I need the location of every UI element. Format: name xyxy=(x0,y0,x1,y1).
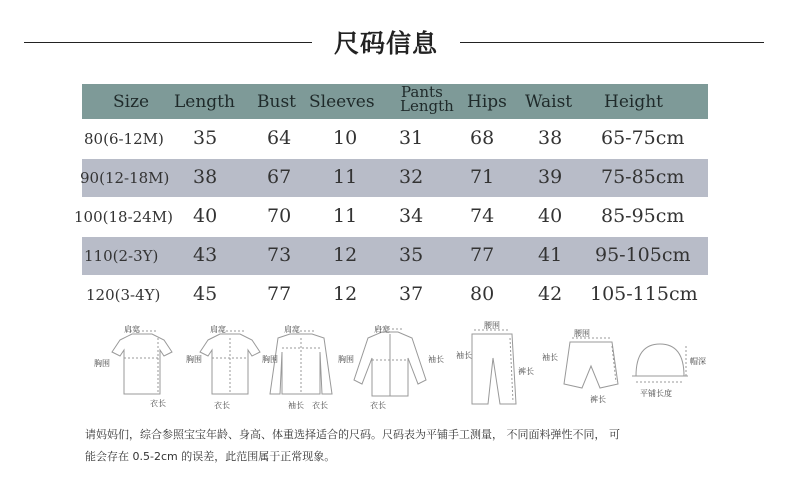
header-sleeves: Sleeves xyxy=(309,92,375,112)
cell-length: 38 xyxy=(193,166,218,188)
cell-pants: 32 xyxy=(399,166,424,188)
tshirt-outline xyxy=(112,334,172,394)
note-line-1: 请妈妈们，综合参照宝宝年龄、身高、体重选择适合的尺码。尺码表为平铺手工测量， 不同面料弹性不同， 可 xyxy=(85,428,620,441)
cell-waist: 42 xyxy=(538,283,563,305)
cell-size: 110(2-3Y) xyxy=(84,247,159,265)
cell-bust: 67 xyxy=(267,166,292,188)
label-shoulder: 肩宽 xyxy=(124,325,140,334)
cell-size: 100(18-24M) xyxy=(74,208,173,226)
measurement-diagrams xyxy=(94,318,720,418)
cell-pants: 31 xyxy=(399,127,424,149)
cell-hips: 71 xyxy=(470,166,495,188)
cell-height: 75-85cm xyxy=(601,166,685,188)
label-shoulder: 肩宽 xyxy=(374,325,390,334)
header-size: Size xyxy=(113,92,150,112)
page-title: 尺码信息 xyxy=(333,29,438,58)
size-table xyxy=(74,83,708,314)
label-chest: 胸围 xyxy=(338,355,354,364)
cell-waist: 41 xyxy=(538,244,563,266)
label-sleeve: 袖长 xyxy=(542,353,558,362)
title-divider-right xyxy=(460,42,764,43)
header-waist: Waist xyxy=(525,92,573,112)
label-chest: 胸围 xyxy=(262,355,278,364)
label-length: 衣长 xyxy=(370,401,386,410)
cell-length: 43 xyxy=(193,244,218,266)
cell-height: 95-105cm xyxy=(595,244,691,266)
cell-length: 40 xyxy=(193,205,218,227)
cell-waist: 38 xyxy=(538,127,563,149)
cell-sleeves: 10 xyxy=(333,127,358,149)
label-length: 衣长 xyxy=(150,399,166,408)
table-row xyxy=(82,120,708,158)
label-length: 衣长 xyxy=(312,401,328,410)
label-pants-length: 裤长 xyxy=(518,367,534,376)
cell-hips: 74 xyxy=(470,205,495,227)
label-sleeve: 袖长 xyxy=(288,401,304,410)
cell-bust: 73 xyxy=(267,244,292,266)
label-chest: 胸围 xyxy=(186,355,202,364)
hat-outline xyxy=(636,344,684,376)
shorts-outline xyxy=(564,342,618,388)
cell-pants: 37 xyxy=(399,283,424,305)
label-flat-width: 平铺长度 xyxy=(640,389,672,398)
cell-bust: 70 xyxy=(267,205,292,227)
cell-sleeves: 12 xyxy=(333,244,358,266)
cell-length: 35 xyxy=(193,127,218,149)
garment-illustrations xyxy=(100,318,720,418)
header-pants-line1: Pants xyxy=(401,83,443,101)
label-waist: 腰围 xyxy=(484,321,500,330)
cell-size: 80(6-12M) xyxy=(84,130,164,148)
cell-hips: 77 xyxy=(470,244,495,266)
title-divider-left xyxy=(24,42,312,43)
table-row xyxy=(82,237,708,275)
cell-bust: 77 xyxy=(267,283,292,305)
header-bust: Bust xyxy=(257,92,296,112)
cell-length: 45 xyxy=(193,283,218,305)
cell-hips: 68 xyxy=(470,127,495,149)
cell-sleeves: 11 xyxy=(333,166,358,188)
header-pants-line2: Length xyxy=(400,97,454,115)
pants-outline xyxy=(472,334,516,404)
header-length: Length xyxy=(174,92,235,112)
header-height: Height xyxy=(604,92,663,112)
cell-size: 90(12-18M) xyxy=(80,169,170,187)
cell-height: 65-75cm xyxy=(601,127,685,149)
title-section xyxy=(0,22,790,62)
cell-hips: 80 xyxy=(470,283,495,305)
cell-bust: 64 xyxy=(267,127,292,149)
label-pants-length: 裤长 xyxy=(590,395,606,404)
table-row xyxy=(82,159,708,197)
table-row xyxy=(82,276,708,314)
label-shoulder: 肩宽 xyxy=(284,325,300,334)
label-sleeve: 袖长 xyxy=(428,355,444,364)
note-line-2: 能会存在 0.5-2cm 的误差，此范围属于正常现象。 xyxy=(85,450,336,463)
label-shoulder: 肩宽 xyxy=(210,325,226,334)
cell-waist: 39 xyxy=(538,166,563,188)
label-waist: 腰围 xyxy=(574,329,590,338)
label-length: 衣长 xyxy=(214,401,230,410)
cell-pants: 35 xyxy=(399,244,424,266)
header-hips: Hips xyxy=(467,92,507,112)
cell-sleeves: 11 xyxy=(333,205,358,227)
cell-size: 120(3-4Y) xyxy=(86,286,161,304)
table-header xyxy=(82,84,708,119)
cell-sleeves: 12 xyxy=(333,283,358,305)
label-hat-depth: 帽深 xyxy=(690,357,706,366)
cell-height: 85-95cm xyxy=(601,205,685,227)
header-pants-length xyxy=(390,85,454,113)
cell-height: 105-115cm xyxy=(590,283,698,305)
label-sleeve: 袖长 xyxy=(456,351,472,360)
cell-pants: 34 xyxy=(399,205,424,227)
label-chest: 胸围 xyxy=(94,359,110,368)
table-row xyxy=(74,198,708,236)
cell-waist: 40 xyxy=(538,205,563,227)
